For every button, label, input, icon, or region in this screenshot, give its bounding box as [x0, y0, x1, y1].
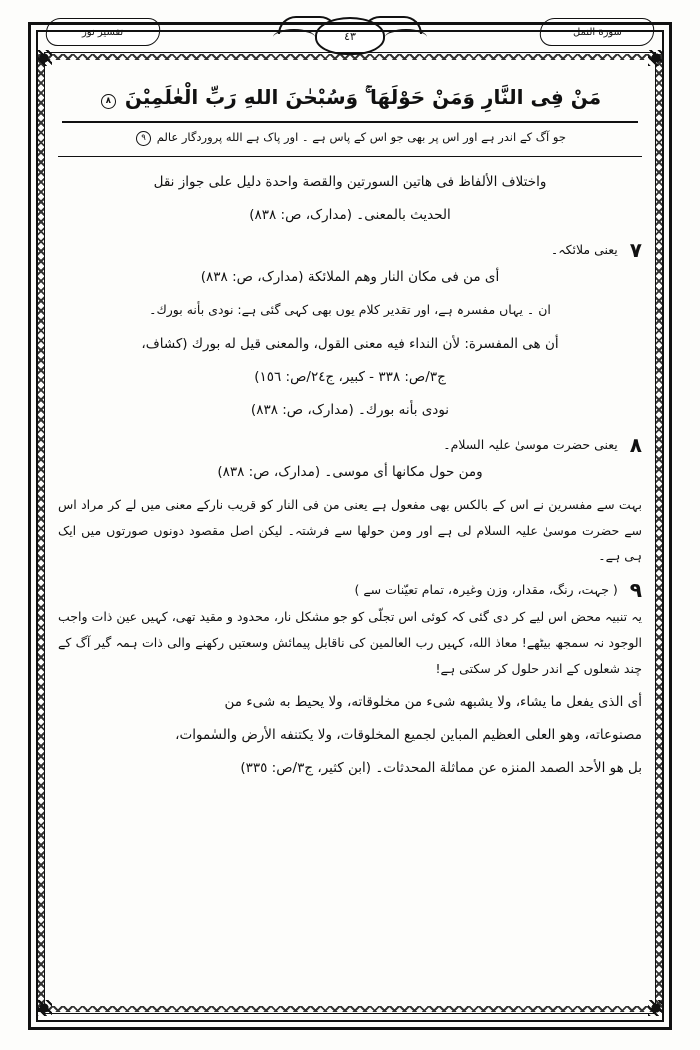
footnote-text: یعنی ملائکہ۔: [550, 242, 618, 258]
header-right-ribbon-label: سورة النمل: [572, 26, 622, 38]
footnote-8: [58, 434, 642, 455]
commentary-line: ان ۔ یہاں مفسرہ ہے، اور تقدیر کلام یوں بھی کہی گئی ہے: نودی بأنه بورك۔: [149, 302, 551, 318]
footnote-text: ( جہت، رنگ، مقدار، وزن وغیرہ، تمام تعیّنات سے ): [354, 582, 618, 598]
commentary-line: نودی بأنه بورك۔ (مدارک، ص: ٨٣٨): [250, 401, 450, 418]
verse-urdu-translation: [62, 128, 638, 153]
commentary-line: مصنوعاته، وهو العلی العظیم المباین لجمیع المخلوقات، ولا یکتنفه الأرض والسٰموات،: [175, 727, 642, 744]
commentary-line: ومن حول مکانها أی موسی۔ (مدارک، ص: ٨٣٨): [217, 464, 483, 481]
footnote-9: [58, 579, 642, 600]
verse-marker: ٨: [101, 94, 116, 109]
verse-arabic-text: [62, 80, 638, 115]
border-braid-right: [656, 54, 662, 1012]
commentary-paragraph: بہت سے مفسرین نے اس کے بالکس بھی مفعول ہے یعنی من فی النار کو قریب نارکے معنی میں لے کر مراد اس سے حضرت موسیٰ علیہ السلام لی ہے اور ومن حولها سے فرشتہ۔ لیکن اصل مقصود دونوں صورتوں میں ایک ہی ہے۔: [58, 497, 642, 564]
commentary-line: بل هو الأحد الصمد المنزه عن مماثلة المحدثات۔ (ابن کثیر، ج٣/ص: ٣٣٥): [240, 760, 642, 777]
page-number: ٤٣: [344, 29, 356, 43]
commentary-line: أی الذی یفعل ما یشاء، ولا یشبهه شیء من مخلوقاته، ولا یحیط به شیء من: [224, 694, 642, 711]
header-left-ribbon-label: تفسير نور: [82, 26, 124, 38]
commentary-body: [58, 157, 642, 782]
commentary-line: الحدیث بالمعنی۔ (مدارک، ص: ٨٣٨): [249, 207, 451, 224]
verse-arabic-line: مَنْ فِی النَّارِ وَمَنْ حَوْلَهَا ۚ وَسُبْحٰنَ اللهِ رَبِّ الْعٰلَمِیْنَ: [124, 85, 602, 109]
footnote-marker: ٩: [629, 577, 642, 602]
footnote-marker-9: ٩: [136, 131, 151, 146]
commentary-line: أن هی المفسرة: لأن النداء فیه معنی القول، والمعنی قیل له بورك (کشاف،: [141, 335, 559, 352]
footnote-text: یعنی حضرت موسیٰ علیہ السلام۔: [443, 436, 618, 452]
page-content: [58, 70, 642, 1000]
verse-urdu-text: جو آگ کے اندر ہے اور اس پر بھی جو اس کے پاس ہے ۔ اور پاک ہے الله پروردگار عالم: [156, 129, 566, 144]
quran-verse-block: [58, 70, 642, 157]
verse-divider: [62, 121, 638, 123]
commentary-line: ج٣/ص: ٣٣٨ - کبیر، ج٢٤/ص: ١٥٦): [254, 368, 446, 385]
arabic-citation-block: [58, 689, 642, 782]
commentary-paragraph: یہ تنبیہ محض اس لیے کر دی گئی کہ کوئی اس تجلّی کو جو مشکل نار، محدود و مقید تھی، کہیں عین ذات واجب الوجود نہ سمجھ بیٹھے! معاذ الله، کہیں رب العالمین کی ناقابل پیمائش وسعتیں رکھنے والی ذات ہمہ گیر آگ کے چند شعلوں کے اندر حلول کر سکتی ہے!: [58, 609, 642, 676]
footnote-marker: ٨: [629, 432, 642, 457]
commentary-line: أی من فی مکان النار وهم الملائکة (مدارک، ص: ٨٣٨): [200, 269, 500, 286]
footnote-marker: ٧: [629, 237, 642, 262]
commentary-line: واختلاف الألفاظ فی هاتین السورتین والقصة واحدة دلیل علی جواز نقل: [153, 174, 547, 191]
footnote-7: [58, 239, 642, 260]
